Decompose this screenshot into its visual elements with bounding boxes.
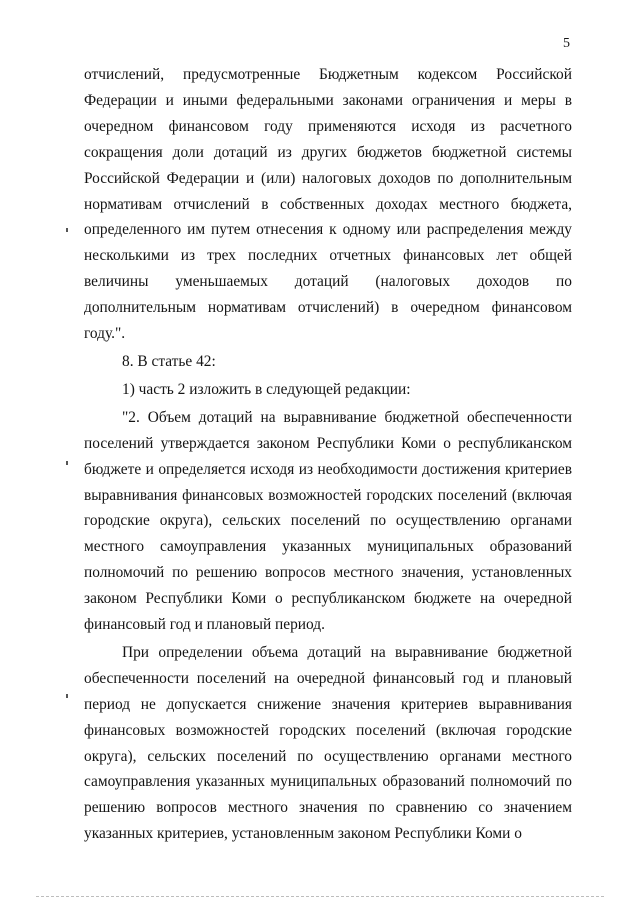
document-body	[84, 62, 572, 847]
paragraph-subsidy-determination: При определении объема дотаций на выравнивание бюджетной обеспеченности поселений на очередной финансовый год и плановый период не допускается снижение значения критериев выравнивания финансовых возможностей городских поселений (включая городские округа), сельских поселений по осуществлению органами местного самоуправления указанных муниципальных образований полномочий по решению вопросов местного значения по сравнению со значением указанных критериев, установленным законом Республики Коми о	[84, 643, 572, 843]
margin-scan-mark	[66, 694, 68, 698]
margin-scan-mark	[66, 228, 68, 232]
bottom-scan-artifact	[36, 896, 604, 899]
paragraph-continuation: отчислений, предусмотренные Бюджетным кодексом Российской Федерации и иными федеральными законами ограничения и меры в очередном финансовом году применяются исходя из расчетного сокращения доли дотаций из других бюджетов бюджетной системы Российской Федерации и (или) налоговых доходов по дополнительным нормативам отчислений в собственных доходах местного бюджета, определенного им путем отнесения к одному или распределения между несколькими из трех последних отчетных финансовых лет общей величины уменьшаемых дотаций (налоговых доходов по дополнительным нормативам отчислений) в очередном финансовом году.".	[84, 66, 572, 343]
paragraph-article-42-heading: 8. В статье 42:	[122, 352, 216, 370]
margin-scan-mark	[66, 461, 68, 465]
paragraph-part-2-instruction: 1) часть 2 изложить в следующей редакции:	[122, 380, 411, 398]
page-number: 5	[563, 36, 570, 51]
paragraph-part-2-text: "2. Объем дотаций на выравнивание бюджетной обеспеченности поселений утверждается законом Республики Коми о республиканском бюджете и определяется исходя из необходимости достижения критериев выравнивания финансовых возможностей городских поселений (включая городские округа), сельских поселений по осуществлению органами местного самоуправления указанных муниципальных образований полномочий по решению вопросов местного значения, установленных законом Республики Коми о республиканском бюджете на очередной финансовый год и плановый период.	[84, 408, 572, 634]
